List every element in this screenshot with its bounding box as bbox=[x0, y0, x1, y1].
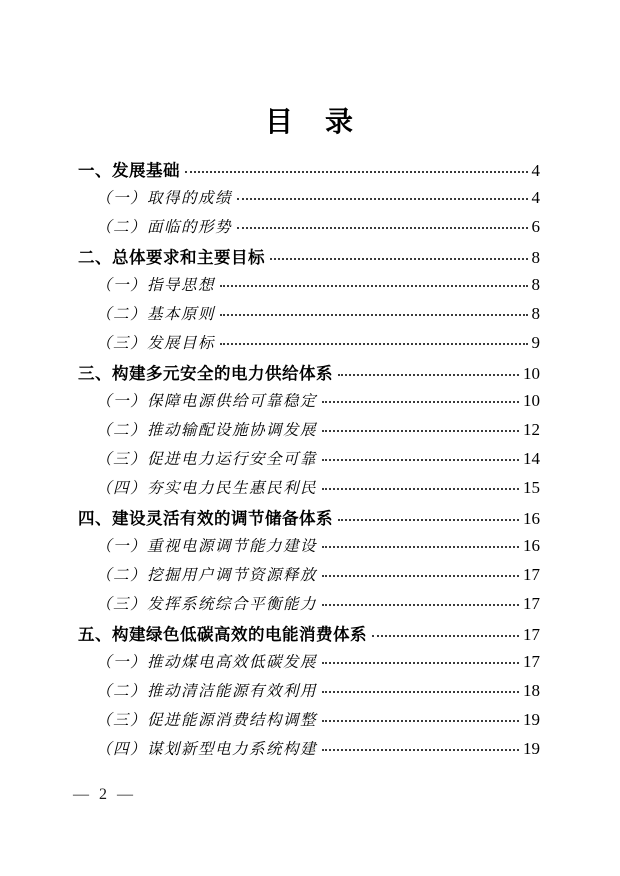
toc-entry bbox=[78, 418, 540, 447]
toc-entry bbox=[78, 650, 540, 679]
dot-leader bbox=[322, 430, 519, 432]
dot-leader bbox=[322, 691, 519, 693]
toc-entry bbox=[78, 389, 540, 418]
toc-entry-label: 二、总体要求和主要目标 bbox=[78, 249, 265, 267]
dot-leader bbox=[322, 604, 519, 606]
toc-entry bbox=[78, 476, 540, 505]
toc-list bbox=[78, 157, 540, 766]
toc-entry-label: 五、构建绿色低碳高效的电能消费体系 bbox=[78, 626, 367, 644]
dot-leader bbox=[322, 459, 519, 461]
toc-entry-label: （三）发展目标 bbox=[96, 335, 216, 352]
toc-entry-page: 8 bbox=[531, 248, 540, 267]
toc-entry-page: 19 bbox=[523, 739, 540, 758]
toc-entry-page: 10 bbox=[523, 391, 540, 410]
dot-leader bbox=[322, 662, 519, 664]
toc-entry-page: 15 bbox=[523, 478, 540, 497]
toc-entry bbox=[78, 534, 540, 563]
dot-leader bbox=[322, 546, 519, 548]
toc-entry-page: 9 bbox=[531, 333, 540, 352]
toc-entry bbox=[78, 215, 540, 244]
toc-entry-page: 19 bbox=[523, 710, 540, 729]
dot-leader bbox=[220, 343, 527, 345]
toc-entry bbox=[78, 157, 540, 186]
toc-entry-label: （二）基本原则 bbox=[96, 306, 216, 323]
toc-entry bbox=[78, 592, 540, 621]
toc-entry-page: 14 bbox=[523, 449, 540, 468]
toc-entry-page: 4 bbox=[531, 161, 540, 180]
dot-leader bbox=[237, 227, 527, 229]
dot-leader bbox=[322, 720, 519, 722]
toc-entry-page: 17 bbox=[523, 652, 540, 671]
dot-leader bbox=[372, 635, 519, 637]
toc-entry-page: 17 bbox=[523, 594, 540, 613]
toc-entry-label: 四、建设灵活有效的调节储备体系 bbox=[78, 510, 333, 528]
toc-entry-page: 17 bbox=[523, 565, 540, 584]
toc-entry bbox=[78, 302, 540, 331]
dot-leader bbox=[322, 575, 519, 577]
toc-entry-label: 一、发展基础 bbox=[78, 162, 180, 180]
toc-entry-label: （四）夯实电力民生惠民利民 bbox=[96, 480, 318, 497]
dot-leader bbox=[220, 314, 527, 316]
toc-entry-page: 8 bbox=[531, 275, 540, 294]
toc-entry-label: （二）推动清洁能源有效利用 bbox=[96, 683, 318, 700]
toc-entry bbox=[78, 273, 540, 302]
dot-leader bbox=[237, 198, 527, 200]
toc-entry bbox=[78, 447, 540, 476]
toc-entry bbox=[78, 360, 540, 389]
toc-entry-label: （一）取得的成绩 bbox=[96, 190, 233, 207]
toc-entry-label: （二）面临的形势 bbox=[96, 219, 233, 236]
toc-entry-page: 16 bbox=[523, 509, 540, 528]
toc-entry-label: （四）谋划新型电力系统构建 bbox=[96, 741, 318, 758]
toc-entry bbox=[78, 563, 540, 592]
toc-entry-page: 16 bbox=[523, 536, 540, 555]
toc-entry-page: 10 bbox=[523, 364, 540, 383]
toc-entry-label: （二）推动输配设施协调发展 bbox=[96, 422, 318, 439]
toc-entry-label: （一）指导思想 bbox=[96, 277, 216, 294]
toc-entry-page: 18 bbox=[523, 681, 540, 700]
dot-leader bbox=[322, 401, 519, 403]
dot-leader bbox=[220, 285, 527, 287]
toc-entry-label: （一）保障电源供给可靠稳定 bbox=[96, 393, 318, 410]
dot-leader bbox=[185, 171, 528, 173]
page-number-footer: — 2 — bbox=[73, 786, 136, 803]
toc-entry-label: （一）重视电源调节能力建设 bbox=[96, 538, 318, 555]
dot-leader bbox=[338, 519, 519, 521]
toc-entry-page: 12 bbox=[523, 420, 540, 439]
toc-entry-label: （三）促进能源消费结构调整 bbox=[96, 712, 318, 729]
toc-entry-page: 8 bbox=[531, 304, 540, 323]
dot-leader bbox=[322, 749, 519, 751]
toc-entry bbox=[78, 331, 540, 360]
toc-entry bbox=[78, 186, 540, 215]
toc-entry bbox=[78, 737, 540, 766]
toc-entry-label: （二）挖掘用户调节资源释放 bbox=[96, 567, 318, 584]
toc-entry bbox=[78, 708, 540, 737]
dot-leader bbox=[338, 374, 519, 376]
toc-entry-page: 4 bbox=[531, 188, 540, 207]
toc-entry-label: （一）推动煤电高效低碳发展 bbox=[96, 654, 318, 671]
toc-entry bbox=[78, 244, 540, 273]
toc-entry bbox=[78, 679, 540, 708]
dot-leader bbox=[322, 488, 519, 490]
toc-entry-label: （三）促进电力运行安全可靠 bbox=[96, 451, 318, 468]
toc-entry-label: 三、构建多元安全的电力供给体系 bbox=[78, 365, 333, 383]
page-title: 目 录 bbox=[264, 107, 355, 138]
toc-entry-page: 6 bbox=[531, 217, 540, 236]
toc-entry-page: 17 bbox=[523, 625, 540, 644]
toc-entry bbox=[78, 505, 540, 534]
dot-leader bbox=[270, 258, 528, 260]
toc-entry bbox=[78, 621, 540, 650]
toc-entry-label: （三）发挥系统综合平衡能力 bbox=[96, 596, 318, 613]
